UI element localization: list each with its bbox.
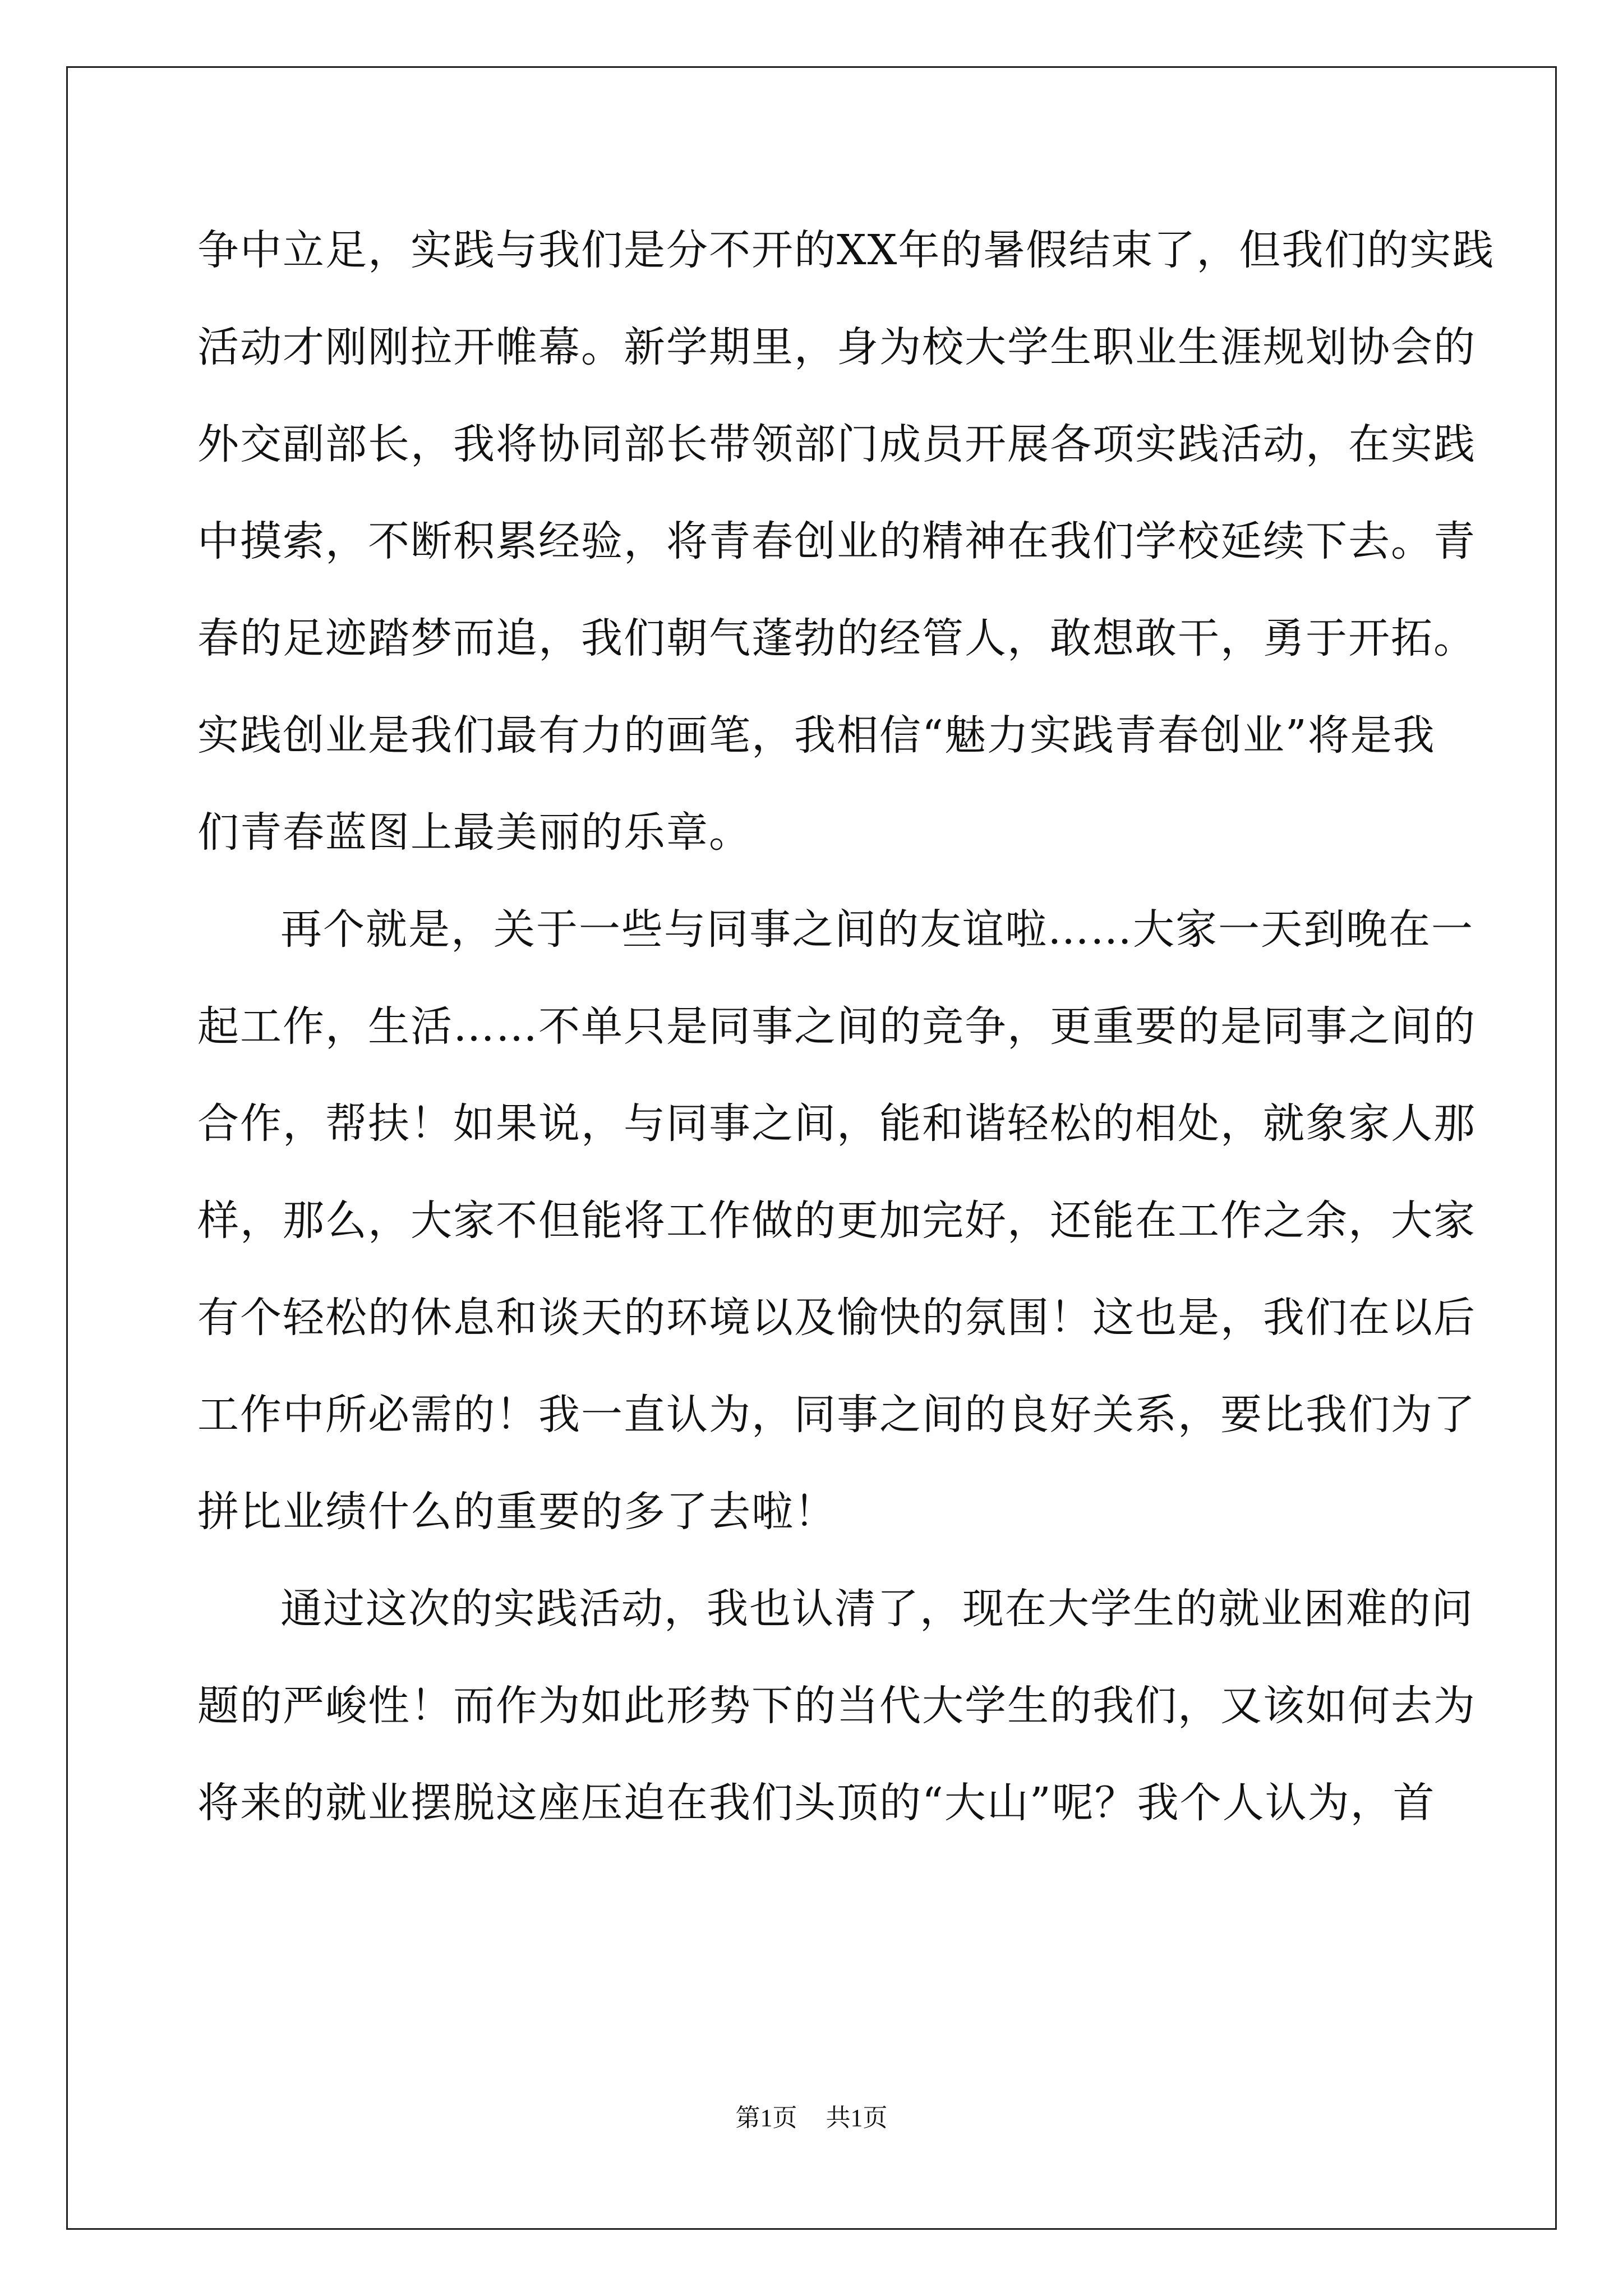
paragraph-first-line: 通过这次的实践活动，我也认清了，现在大学生的就业困难的问 bbox=[280, 1585, 1474, 1633]
paragraph-first-line: 再个就是，关于一些与同事之间的友谊啦……大家一天到晚在一 bbox=[280, 905, 1474, 954]
text-line: 合作，帮扶！如果说，与同事之间，能和谐轻松的相处，就象家人那 bbox=[197, 1099, 1476, 1148]
page-total: 共1页 bbox=[826, 2104, 888, 2132]
text-line: 争中立足，实践与我们是分不开的XX年的暑假结束了，但我们的实践 bbox=[197, 226, 1495, 274]
text-line: 题的严峻性！而作为如此形势下的当代大学生的我们，又该如何去为 bbox=[197, 1682, 1476, 1730]
text-line: 工作中所必需的！我一直认为，同事之间的良好关系，要比我们为了 bbox=[197, 1391, 1476, 1439]
text-line: 们青春蓝图上最美丽的乐章。 bbox=[197, 808, 751, 857]
text-line: 起工作，生活……不单只是同事之间的竞争，更重要的是同事之间的 bbox=[197, 1002, 1476, 1051]
text-line: 拼比业绩什么的重要的多了去啦！ bbox=[197, 1488, 837, 1536]
text-line: 有个轻松的休息和谈天的环境以及愉快的氛围！这也是，我们在以后 bbox=[197, 1294, 1476, 1342]
text-line: 中摸索，不断积累经验，将青春创业的精神在我们学校延续下去。青 bbox=[197, 517, 1476, 565]
text-line: 外交副部长，我将协同部长带领部门成员开展各项实践活动，在实践 bbox=[197, 420, 1476, 468]
page-number: 第1页 bbox=[735, 2104, 797, 2132]
text-line: 春的足迹踏梦而追，我们朝气蓬勃的经管人，敢想敢干，勇于开拓。 bbox=[197, 614, 1476, 662]
page-footer bbox=[0, 2102, 1623, 2134]
text-line: 将来的就业摆脱这座压迫在我们头顶的“大山”呢？我个人认为，首 bbox=[197, 1779, 1436, 1827]
text-line: 实践创业是我们最有力的画笔，我相信“魅力实践青春创业”将是我 bbox=[197, 711, 1436, 760]
text-line: 活动才刚刚拉开帷幕。新学期里，身为校大学生职业生涯规划协会的 bbox=[197, 323, 1476, 371]
text-line: 样，那么，大家不但能将工作做的更加完好，还能在工作之余，大家 bbox=[197, 1197, 1476, 1245]
